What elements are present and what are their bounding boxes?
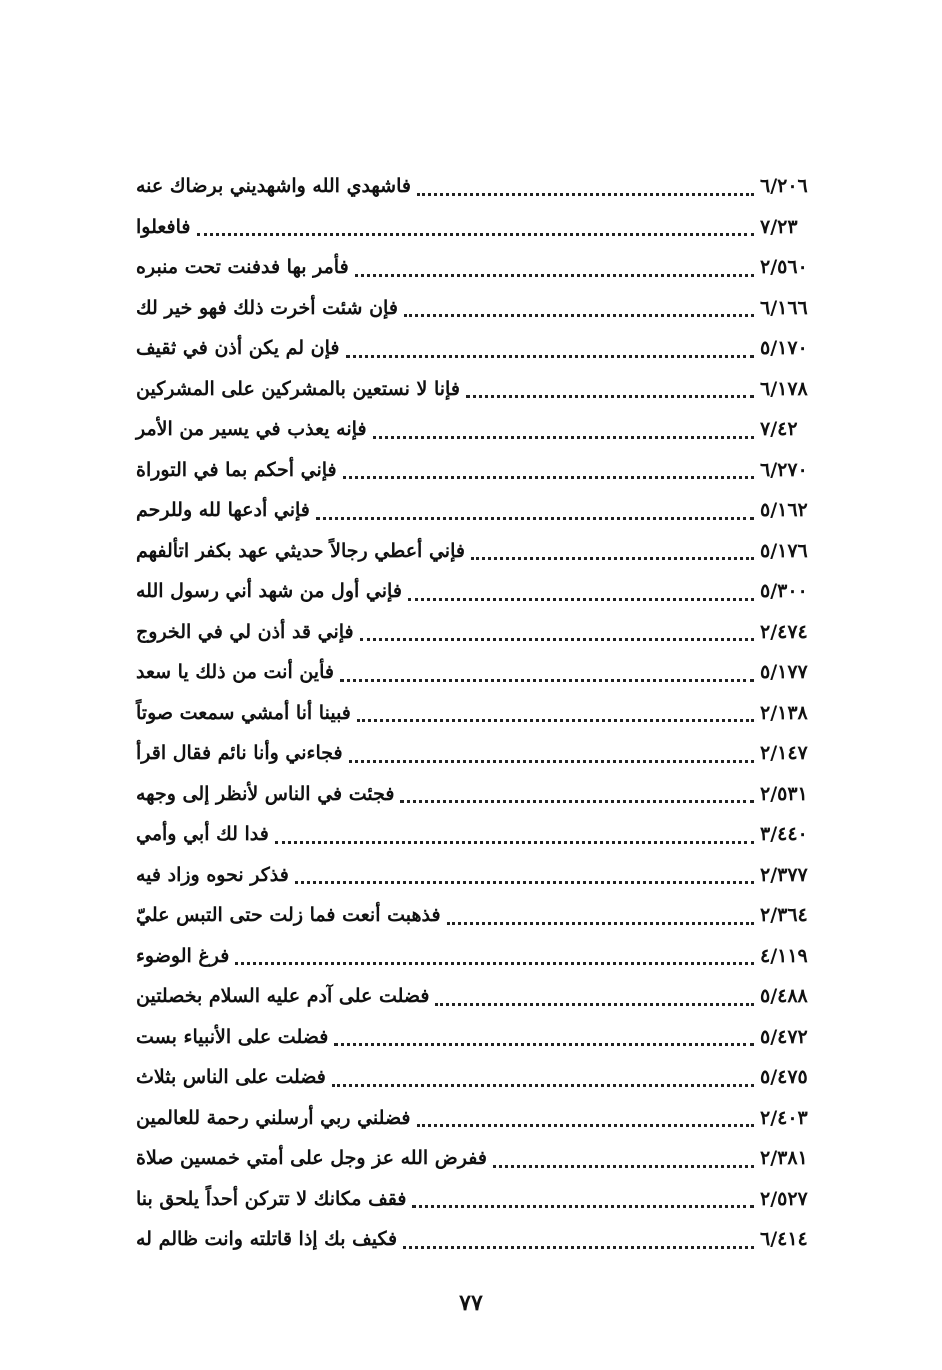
index-entry: [128, 166, 830, 207]
index-entry: [128, 1098, 830, 1139]
entry-reference: ٥/١٧٧: [760, 661, 808, 684]
index-entry: [128, 774, 830, 815]
entry-text: فإني أحكم بما في التوراة: [136, 458, 337, 481]
entry-reference: ٦/٢٧٠: [760, 458, 808, 481]
index-entry: [128, 1017, 830, 1058]
entry-reference: ٢/٥٦٠: [760, 256, 808, 279]
index-entry: [128, 531, 830, 572]
dot-leader: [349, 760, 754, 763]
entry-text: فرغ الوضوء: [136, 944, 230, 967]
entry-text: فضلت على الأنبياء بست: [136, 1025, 329, 1048]
entry-reference: ٢/٤٠٣: [760, 1106, 808, 1129]
dot-leader: [295, 881, 754, 884]
index-entry: [128, 490, 830, 531]
entry-reference: ٥/٤٧٢: [760, 1025, 808, 1048]
dot-leader: [408, 598, 754, 601]
entry-reference: ٧/٢٣: [760, 215, 798, 238]
index-entry: [128, 369, 830, 410]
index-entry: [128, 247, 830, 288]
entry-reference: ٥/٤٧٥: [760, 1066, 808, 1089]
entry-text: فدا لك أبي وأمي: [136, 823, 269, 846]
entry-text: فقف مكانك لا تتركن أحداً يلحق بنا: [136, 1187, 407, 1210]
index-entry: [128, 612, 830, 653]
dot-leader: [471, 557, 754, 560]
entry-reference: ٦/١٧٨: [760, 377, 808, 400]
entry-text: فضلت على الناس بثلاث: [136, 1066, 326, 1089]
entry-reference: ٢/٥٣١: [760, 782, 808, 805]
index-entry: [128, 936, 830, 977]
entry-text: فافعلوا: [136, 215, 191, 238]
dot-leader: [403, 1246, 754, 1249]
dot-leader: [466, 395, 754, 398]
entry-text: فإني قد أذن لي في الخروج: [136, 620, 354, 643]
entry-reference: ٥/١٧٠: [760, 337, 808, 360]
entry-reference: ٢/٤٧٤: [760, 620, 808, 643]
dot-leader: [355, 274, 754, 277]
index-entry: [128, 855, 830, 896]
index-entry: [128, 1057, 830, 1098]
dot-leader: [197, 233, 754, 236]
index-entry: [128, 895, 830, 936]
dot-leader: [412, 1205, 754, 1208]
entry-reference: ٢/٥٢٧: [760, 1187, 808, 1210]
entry-reference: ٤/١١٩: [760, 944, 808, 967]
entry-reference: ٥/١٦٢: [760, 499, 808, 522]
dot-leader: [334, 1043, 754, 1046]
entry-reference: ٣/٤٤٠: [760, 823, 808, 846]
index-entry: [128, 976, 830, 1017]
entry-text: فضلني ربي أرسلني رحمة للعالمين: [136, 1106, 411, 1129]
dot-leader: [360, 638, 754, 641]
entry-reference: ٥/٤٨٨: [760, 985, 808, 1008]
entry-text: فأين أنت من ذلك يا سعد: [136, 661, 334, 684]
entry-text: فإن شئت أخرت ذلك فهو خير لك: [136, 296, 398, 319]
dot-leader: [447, 922, 754, 925]
index-entry: [128, 207, 830, 248]
entry-text: فإن لم يكن أذن في ثقيف: [136, 337, 340, 360]
entry-text: فاشهدي الله واشهديني برضاك عنه: [136, 175, 411, 198]
entry-reference: ٢/١٤٧: [760, 742, 808, 765]
entry-text: فضلت على آدم عليه السلام بخصلتين: [136, 985, 430, 1008]
index-entry: [128, 571, 830, 612]
entry-text: فأمر بها فدفنت تحت منبره: [136, 256, 349, 279]
entry-reference: ٢/٣٦٤: [760, 904, 808, 927]
dot-leader: [332, 1084, 754, 1087]
entry-text: فكيف بك إذا قاتلته وانت ظالم له: [136, 1228, 398, 1251]
entry-text: فجئت في الناس لأنظر إلى وجهه: [136, 782, 395, 805]
entry-text: فإنه يعذب في يسير من الأمر: [136, 418, 367, 441]
entry-reference: ٦/١٦٦: [760, 296, 808, 319]
index-entry: [128, 450, 830, 491]
entry-text: فذهبت أنعت فما زلت حتى التبس عليّ: [136, 904, 441, 927]
dot-leader: [316, 517, 754, 520]
entry-reference: ٥/٣٠٠: [760, 580, 808, 603]
dot-leader: [235, 962, 754, 965]
entry-text: فبينا أنا أمشي سمعت صوتاً: [136, 701, 351, 724]
dot-leader: [346, 355, 755, 358]
entry-reference: ٥/١٧٦: [760, 539, 808, 562]
dot-leader: [417, 193, 754, 196]
index-entry: [128, 733, 830, 774]
entry-text: فإني أدعها لله وللرحم: [136, 499, 310, 522]
dot-leader: [343, 476, 754, 479]
index-entry: [128, 288, 830, 329]
entry-reference: ٦/٤١٤: [760, 1228, 808, 1251]
index-entry: [128, 814, 830, 855]
entry-reference: ٢/١٣٨: [760, 701, 808, 724]
dot-leader: [340, 679, 754, 682]
page-number: ٧٧: [459, 1290, 483, 1316]
dot-leader: [417, 1124, 754, 1127]
entry-text: ففرض الله عز وجل على أمتي خمسين صلاة: [136, 1147, 487, 1170]
dot-leader: [404, 314, 754, 317]
dot-leader: [435, 1003, 754, 1006]
dot-leader: [493, 1165, 754, 1168]
index-entry: [128, 1219, 830, 1260]
index-entry: [128, 1179, 830, 1220]
index-entry: [128, 652, 830, 693]
entry-text: فإنا لا نستعين بالمشركين على المشركين: [136, 377, 460, 400]
dot-leader: [400, 800, 754, 803]
entry-text: فجاءني وأنا نائم فقال اقرأ: [136, 742, 343, 765]
index-entry: [128, 693, 830, 734]
index-entry: [128, 409, 830, 450]
entry-reference: ٢/٣٧٧: [760, 863, 808, 886]
dot-leader: [373, 436, 754, 439]
entry-reference: ٧/٤٢: [760, 418, 798, 441]
index-entry: [128, 328, 830, 369]
entry-text: فإني أول من شهد أني رسول الله: [136, 580, 402, 603]
index-entry: [128, 1138, 830, 1179]
dot-leader: [357, 719, 754, 722]
entry-reference: ٢/٣٨١: [760, 1147, 808, 1170]
entry-reference: ٦/٢٠٦: [760, 175, 808, 198]
dot-leader: [275, 841, 754, 844]
entry-text: فإني أعطي رجالاً حديثي عهد بكفر اتألفهم: [136, 539, 465, 562]
index-list: [128, 166, 830, 1260]
entry-text: فذكر نحوه وزاد فيه: [136, 863, 289, 886]
